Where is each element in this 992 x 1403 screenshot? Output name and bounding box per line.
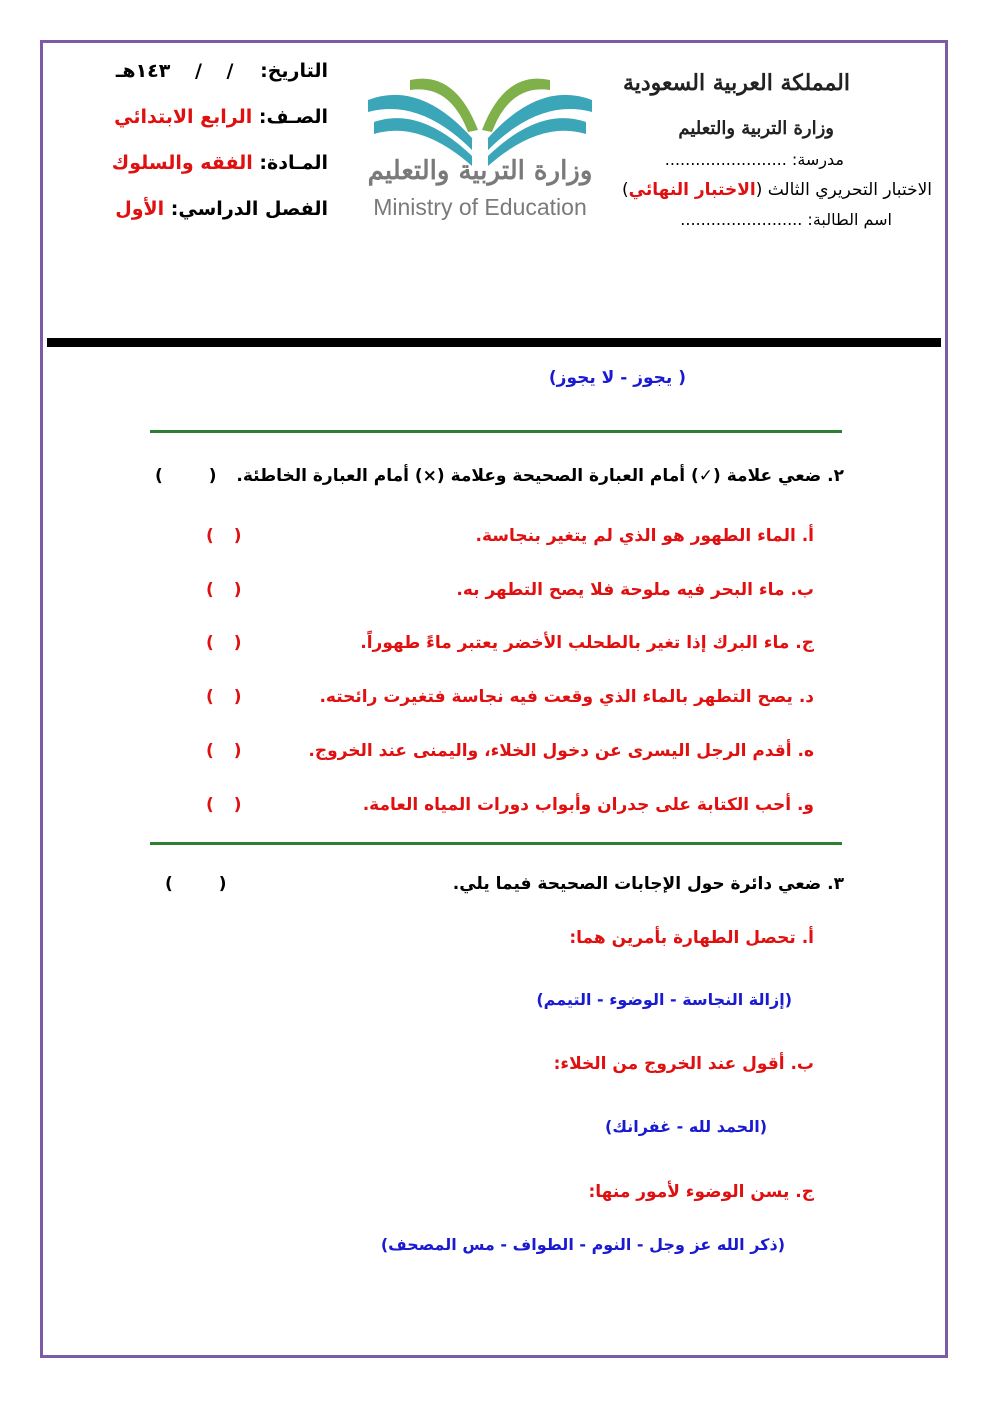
school-line — [665, 150, 844, 169]
exam-highlight: الاختبار النهائي — [628, 180, 756, 200]
q3-score-box: ( ) — [165, 874, 227, 894]
grade-value: الرابع الابتدائي — [114, 106, 253, 128]
q2-answer-d[interactable]: ( ) — [206, 687, 242, 707]
q2-letter: أ. — [801, 526, 814, 546]
q3-options-a[interactable]: (إزالة النجاسة - الوضوء - التيمم) — [536, 990, 792, 1009]
q3-item-a — [569, 928, 814, 948]
q2-text: يصح التطهر بالماء الذي وقعت فيه نجاسة فتغيرت رائحته. — [319, 687, 793, 707]
q3-letter: ج. — [795, 1182, 814, 1202]
subject-label: المـادة: — [259, 152, 328, 174]
term-value: الأول — [115, 198, 165, 220]
q2-title: ٢. ضعي علامة (✓) أمام العبارة الصحيحة وعلامة (×) أمام العبارة الخاطئة. — [236, 466, 844, 486]
q3-text: يسن الوضوء لأمور منها: — [588, 1182, 790, 1202]
logo-english: Ministry of Education — [373, 194, 587, 220]
q2-item-f — [363, 795, 814, 815]
q2-letter: د. — [798, 687, 814, 707]
q2-answer-b[interactable]: ( ) — [206, 580, 242, 600]
q2-answer-f[interactable]: ( ) — [206, 795, 242, 815]
q3-letter: أ. — [801, 928, 814, 948]
q3-options-c[interactable]: (ذكر الله عز وجل - النوم - الطواف - مس المصحف) — [380, 1235, 785, 1254]
q2-letter: ه. — [797, 741, 814, 761]
date-line — [116, 60, 328, 82]
grade-label: الصـف: — [258, 106, 328, 128]
q2-letter: ج. — [795, 633, 814, 653]
q2-item-b — [456, 580, 814, 600]
student-dots: ........................ — [680, 210, 803, 229]
date-value: / / ١٤٣هـ — [115, 60, 234, 82]
q2-letter: و. — [796, 795, 814, 815]
term-label: الفصل الدراسي: — [170, 198, 328, 220]
student-label: اسم الطالبة: — [807, 210, 892, 229]
q2-text: أقدم الرجل اليسرى عن دخول الخلاء، واليمنى عند الخروج. — [308, 741, 792, 761]
q2-letter: ب. — [790, 580, 814, 600]
exam-prefix: الاختبار التحريري الثالث ( — [755, 180, 932, 200]
q2-text: ماء البرك إذا تغير بالطحلب الأخضر يعتبر ماءً طهوراً. — [360, 633, 790, 653]
ministry-title: وزارة التربية والتعليم — [678, 118, 834, 139]
q3-options-b[interactable]: (الحمد لله - غفرانك) — [605, 1117, 767, 1136]
q2-text: الماء الطهور هو الذي لم يتغير بنجاسة. — [475, 526, 796, 546]
q2-text: أحب الكتابة على جدران وأبواب دورات المياه العامة. — [362, 795, 792, 815]
q3-title: ٣. ضعي دائرة حول الإجابات الصحيحة فيما يلي. — [452, 874, 844, 894]
q3-item-c — [588, 1182, 814, 1202]
school-dots: ........................ — [664, 150, 787, 169]
q2-answer-a[interactable]: ( ) — [206, 526, 242, 546]
exam-suffix: ) — [622, 180, 629, 200]
q3-letter: ب. — [790, 1054, 814, 1074]
kingdom-title: المملكة العربية السعودية — [622, 70, 850, 96]
header-divider — [47, 338, 941, 347]
section1-choices: ( يجوز - لا يجوز) — [548, 368, 686, 388]
q2-item-d — [319, 687, 814, 707]
q2-item-e — [308, 741, 814, 761]
school-label: مدرسة: — [791, 150, 844, 169]
ministry-logo — [360, 60, 600, 230]
subject-line — [112, 152, 328, 174]
q2-score-box: ( ) — [155, 466, 217, 486]
q3-item-b — [554, 1054, 814, 1074]
green-divider-2 — [150, 842, 842, 845]
q2-item-c — [360, 633, 814, 653]
q2-item-a — [476, 526, 815, 546]
q2-answer-c[interactable]: ( ) — [206, 633, 242, 653]
logo-arabic: وزارة التربية والتعليم — [367, 156, 593, 186]
grade-line — [114, 106, 328, 128]
date-label: التاريخ: — [260, 60, 328, 82]
q3-text: تحصل الطهارة بأمرين هما: — [569, 928, 796, 948]
exam-title — [622, 180, 932, 200]
student-line — [680, 210, 892, 229]
green-divider-1 — [150, 430, 842, 433]
q3-text: أقول عند الخروج من الخلاء: — [553, 1054, 785, 1074]
term-line — [115, 198, 328, 220]
q2-text: ماء البحر فيه ملوحة فلا يصح التطهر به. — [456, 580, 785, 600]
q2-answer-e[interactable]: ( ) — [206, 741, 242, 761]
subject-value: الفقه والسلوك — [111, 152, 253, 174]
